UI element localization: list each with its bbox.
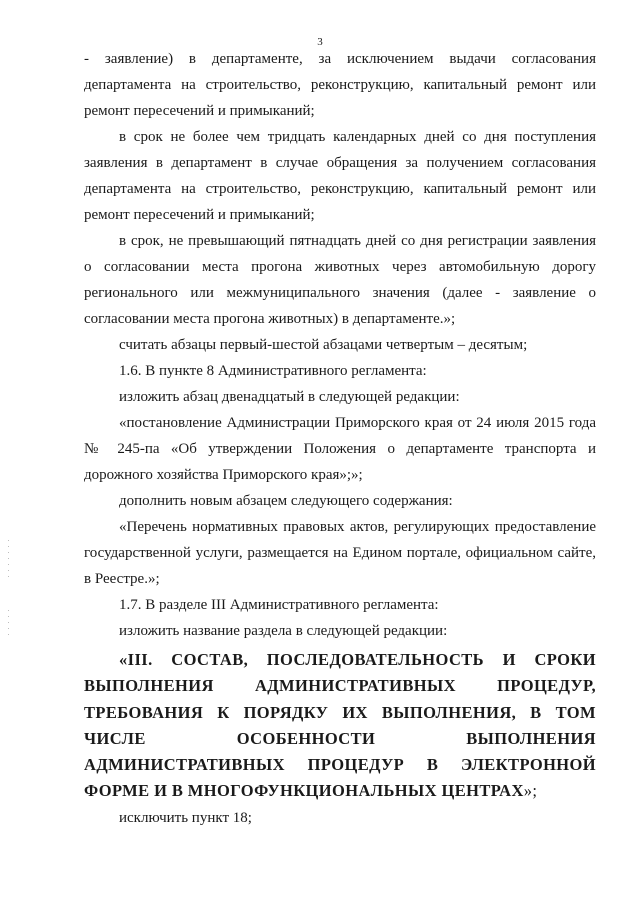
section-heading-text: «III. СОСТАВ, ПОСЛЕДОВАТЕЛЬНОСТЬ И СРОКИ ВЫПОЛНЕНИЯ АДМИНИСТРАТИВНЫХ ПРОЦЕДУР, ТРЕБОВАНИЯ К ПОРЯДКУ ИХ ВЫПОЛНЕНИЯ, В ТОМ ЧИСЛЕ ОСОБЕННОСТИ ВЫПОЛНЕНИЯ АДМИНИСТРАТИВНЫХ ПРОЦЕДУР В ЭЛЕКТРОННОЙ ФОРМЕ И В МНОГОФУНКЦИОНАЛЬНЫХ ЦЕНТРАХ	[84, 650, 596, 801]
paragraph-term-thirty-days: в срок не более чем тридцать календарных дней со дня поступления заявления в департамент в случае обращения за получением согласования департамента на строительство, реконструкцию, капитальный ремонт или ремонт пересечений и примыканий;	[84, 129, 596, 223]
paragraph-resolution-quote: «постановление Администрации Приморского края от 24 июля 2015 года № 245-па «Об утверждении Положения о департаменте транспорта и дорожного хозяйства Приморского края»;»;	[84, 415, 596, 483]
paragraph-twelfth-abzac: изложить абзац двенадцатый в следующей редакции:	[119, 389, 460, 405]
paragraph-item-1-7: 1.7. В разделе III Административного регламента:	[119, 597, 439, 613]
paragraph-term-fifteen-days: в срок, не превышающий пятнадцать дней со дня регистрации заявления о согласовании места прогона животных через автомобильную дорогу регионального или межмуниципального значения (далее - заявление о согласовании места прогона животных) в департаменте.»;	[84, 233, 596, 327]
document-body	[84, 46, 596, 831]
page-number: 3	[317, 36, 323, 48]
paragraph-renumber: считать абзацы первый-шестой абзацами четвертым – десятым;	[119, 337, 528, 353]
paragraph-item-1-6: 1.6. В пункте 8 Административного регламента:	[119, 363, 427, 379]
paragraph-list-of-acts: «Перечень нормативных правовых актов, регулирующих предоставление государственной услуги, размещается на Едином портале, официальном сайте, в Реестре.»;	[84, 519, 596, 587]
paragraph-exclude-item-18: исключить пункт 18;	[119, 809, 252, 826]
binding-margin-mark	[8, 610, 9, 638]
paragraph-section-title-intro: изложить название раздела в следующей редакции:	[119, 623, 448, 639]
binding-margin-mark	[8, 540, 9, 580]
section-heading	[84, 647, 596, 805]
section-heading-tail: »;	[523, 781, 538, 801]
paragraph-continuation: - заявление) в департаменте, за исключением выдачи согласования департамента на строительство, реконструкцию, капитальный ремонт или ремонт пересечений и примыканий;	[84, 51, 596, 119]
paragraph-add-new: дополнить новым абзацем следующего содержания:	[119, 493, 453, 509]
